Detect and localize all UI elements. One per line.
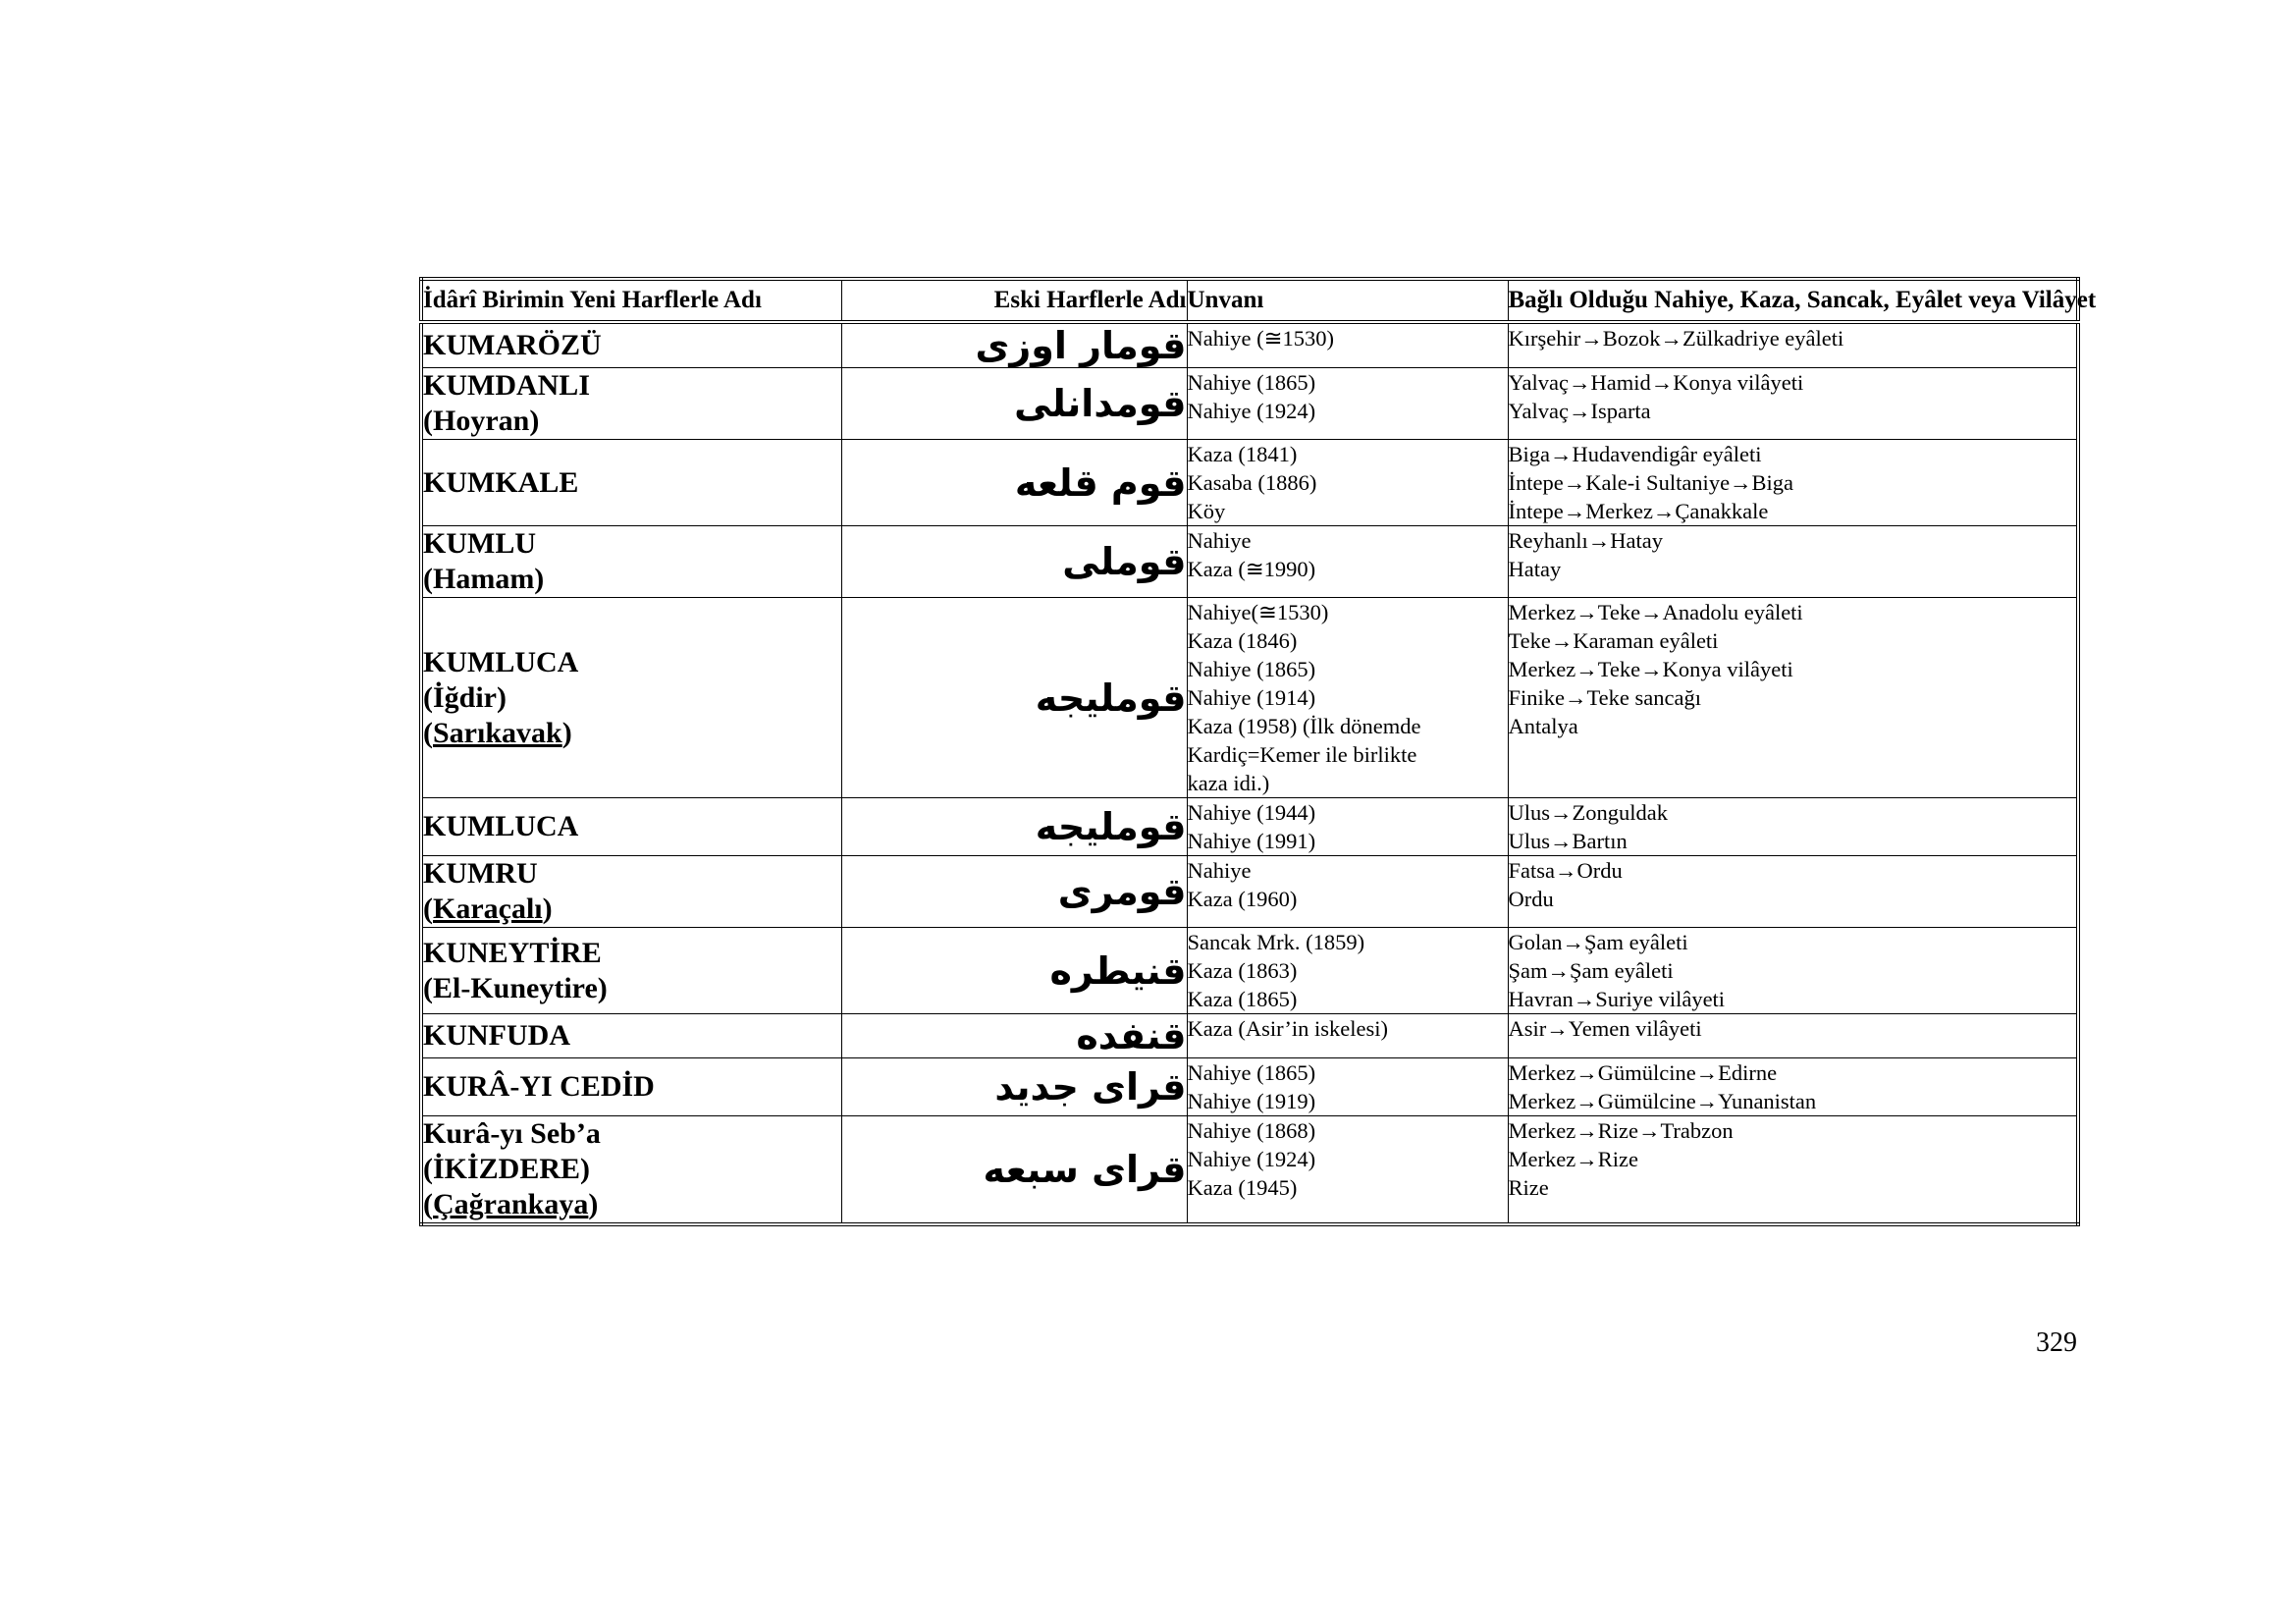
title-line: Kaza (1960) bbox=[1187, 887, 1298, 911]
table-row bbox=[421, 1014, 2078, 1058]
title-line: Kaza (1945) bbox=[1187, 1175, 1298, 1200]
title-cell bbox=[1187, 368, 1508, 440]
table-header-row bbox=[421, 279, 2078, 322]
title-line: Nahiye (1914) bbox=[1187, 685, 1316, 710]
title-line: Nahiye(≅1530) bbox=[1187, 600, 1329, 624]
bound-to-line: Asir→Yemen vilâyeti bbox=[1508, 1016, 1702, 1041]
title-cell bbox=[1187, 322, 1508, 368]
unit-name-cell bbox=[421, 322, 841, 368]
table-row bbox=[421, 322, 2078, 368]
title-line: kaza idi.) bbox=[1187, 771, 1270, 795]
bound-to-line: Merkez→Teke→Konya vilâyeti bbox=[1508, 657, 1793, 681]
bound-to-line: Kırşehir→Bozok→Zülkadriye eyâleti bbox=[1508, 326, 1844, 351]
unit-name-line: (Hoyran) bbox=[423, 405, 540, 437]
old-script-name-cell: قراى جديد bbox=[841, 1058, 1187, 1116]
title-cell bbox=[1187, 928, 1508, 1014]
title-cell bbox=[1187, 1116, 1508, 1225]
title-cell bbox=[1187, 798, 1508, 856]
old-script-name-cell: قراى سبعه bbox=[841, 1116, 1187, 1225]
bound-to-cell bbox=[1508, 1116, 2078, 1225]
bound-to-line: Merkez→Gümülcine→Yunanistan bbox=[1508, 1089, 1817, 1113]
unit-name-line: (Çağrankaya) bbox=[423, 1188, 599, 1220]
unit-name-line: (Sarıkavak) bbox=[423, 716, 572, 749]
title-line: Kaza (1841) bbox=[1187, 442, 1298, 466]
unit-name-line: KUMLUCA bbox=[423, 810, 579, 842]
bound-to-line: Teke→Karaman eyâleti bbox=[1508, 628, 1719, 653]
title-line: Nahiye (1868) bbox=[1187, 1118, 1316, 1143]
title-line: Nahiye (1865) bbox=[1187, 1060, 1316, 1085]
bound-to-line: Şam→Şam eyâleti bbox=[1508, 958, 1674, 983]
title-line: Nahiye (≅1530) bbox=[1187, 326, 1334, 351]
old-script-name-cell: قنيطره bbox=[841, 928, 1187, 1014]
bound-to-line: Finike→Teke sancağı bbox=[1508, 685, 1701, 710]
bound-to-line: Merkez→Teke→Anadolu eyâleti bbox=[1508, 600, 1803, 624]
unit-name-line: KUMKALE bbox=[423, 465, 579, 499]
unit-name-line: KUMLU bbox=[423, 527, 536, 560]
bound-to-line: Yalvaç→Isparta bbox=[1508, 399, 1651, 423]
bound-to-cell bbox=[1508, 322, 2078, 368]
title-line: Nahiye (1919) bbox=[1187, 1089, 1316, 1113]
bound-to-line: Ulus→Bartın bbox=[1508, 829, 1628, 853]
old-script-name-cell: قوم قلعه bbox=[841, 440, 1187, 526]
header-old-script-name: Eski Harflerle Adı bbox=[841, 279, 1187, 322]
table-row bbox=[421, 1058, 2078, 1116]
old-script-name-cell: قومليجه bbox=[841, 598, 1187, 798]
unit-name-line: (İKİZDERE) bbox=[423, 1153, 591, 1185]
unit-name-cell bbox=[421, 856, 841, 928]
unit-name-line: (El-Kuneytire) bbox=[423, 971, 608, 1004]
title-line: Kaza (≅1990) bbox=[1187, 557, 1316, 581]
title-line: Nahiye (1865) bbox=[1187, 370, 1316, 395]
bound-to-line: Biga→Hudavendigâr eyâleti bbox=[1508, 442, 1762, 466]
title-line: Nahiye (1944) bbox=[1187, 800, 1316, 825]
table-row bbox=[421, 598, 2078, 798]
title-cell bbox=[1187, 1014, 1508, 1058]
title-line: Kaza (1865) bbox=[1187, 987, 1298, 1011]
unit-name-cell bbox=[421, 1058, 841, 1116]
title-line: Nahiye (1924) bbox=[1187, 399, 1316, 423]
title-line: Sancak Mrk. (1859) bbox=[1187, 930, 1365, 954]
unit-name-cell bbox=[421, 1116, 841, 1225]
unit-name-line: KUMDANLI bbox=[423, 369, 590, 402]
bound-to-line: Ordu bbox=[1508, 887, 1554, 911]
bound-to-line: Merkez→Rize→Trabzon bbox=[1508, 1118, 1734, 1143]
title-line: Nahiye bbox=[1187, 528, 1252, 553]
bound-to-line: Fatsa→Ordu bbox=[1508, 858, 1623, 883]
unit-name-line: Kurâ-yı Seb’a bbox=[423, 1117, 601, 1150]
bound-to-cell bbox=[1508, 928, 2078, 1014]
table-row bbox=[421, 798, 2078, 856]
bound-to-cell bbox=[1508, 368, 2078, 440]
bound-to-line: Ulus→Zonguldak bbox=[1508, 800, 1668, 825]
title-line: Kardiç=Kemer ile birlikte bbox=[1187, 742, 1417, 767]
bound-to-line: Antalya bbox=[1508, 714, 1578, 738]
bound-to-line: Reyhanlı→Hatay bbox=[1508, 528, 1663, 553]
header-bound-to: Bağlı Olduğu Nahiye, Kaza, Sancak, Eyâlet veya Vilâyet bbox=[1508, 279, 2078, 322]
unit-name-line: KUMLUCA bbox=[423, 645, 579, 678]
header-new-name: İdârî Birimin Yeni Harflerle Adı bbox=[421, 279, 841, 322]
title-line: Nahiye (1991) bbox=[1187, 829, 1316, 853]
unit-name-cell bbox=[421, 928, 841, 1014]
bound-to-line: İntepe→Kale-i Sultaniye→Biga bbox=[1508, 470, 1794, 495]
title-line: Kaza (1958) (İlk dönemde bbox=[1187, 714, 1421, 738]
bound-to-line: Merkez→Rize bbox=[1508, 1147, 1638, 1171]
title-cell bbox=[1187, 440, 1508, 526]
bound-to-line: Hatay bbox=[1508, 557, 1562, 581]
unit-name-line: (Hamam) bbox=[423, 563, 545, 595]
title-line: Köy bbox=[1187, 499, 1226, 523]
unit-name-line: (Karaçalı) bbox=[423, 893, 553, 925]
bound-to-line: Yalvaç→Hamid→Konya vilâyeti bbox=[1508, 370, 1804, 395]
bound-to-cell bbox=[1508, 798, 2078, 856]
table-row bbox=[421, 526, 2078, 598]
bound-to-cell bbox=[1508, 856, 2078, 928]
title-cell bbox=[1187, 598, 1508, 798]
old-script-name-cell: قنفده bbox=[841, 1014, 1187, 1058]
title-cell bbox=[1187, 1058, 1508, 1116]
header-title: Unvanı bbox=[1187, 279, 1508, 322]
old-script-name-cell: قومليجه bbox=[841, 798, 1187, 856]
old-script-name-cell: قومدانلى bbox=[841, 368, 1187, 440]
bound-to-cell bbox=[1508, 526, 2078, 598]
old-script-name-cell: قومار اوزى bbox=[841, 322, 1187, 368]
table-row bbox=[421, 856, 2078, 928]
bound-to-cell bbox=[1508, 598, 2078, 798]
old-script-name-cell: قوملى bbox=[841, 526, 1187, 598]
unit-name-cell bbox=[421, 798, 841, 856]
bound-to-cell bbox=[1508, 1058, 2078, 1116]
bound-to-cell bbox=[1508, 1014, 2078, 1058]
unit-name-cell bbox=[421, 1014, 841, 1058]
title-line: Kaza (1846) bbox=[1187, 628, 1298, 653]
bound-to-cell bbox=[1508, 440, 2078, 526]
unit-name-line: (İğdir) bbox=[423, 680, 507, 714]
bound-to-line: İntepe→Merkez→Çanakkale bbox=[1508, 499, 1769, 523]
title-line: Kaza (1863) bbox=[1187, 958, 1298, 983]
bound-to-line: Rize bbox=[1508, 1175, 1549, 1200]
old-script-name-cell: قومرى bbox=[841, 856, 1187, 928]
title-line: Nahiye (1865) bbox=[1187, 657, 1316, 681]
bound-to-line: Golan→Şam eyâleti bbox=[1508, 930, 1688, 954]
title-line: Nahiye bbox=[1187, 858, 1252, 883]
administrative-units-table bbox=[419, 277, 2097, 1226]
table-row bbox=[421, 440, 2078, 526]
unit-name-cell bbox=[421, 440, 841, 526]
bound-to-line: Havran→Suriye vilâyeti bbox=[1508, 987, 1726, 1011]
title-cell bbox=[1187, 856, 1508, 928]
page-number: 329 bbox=[2036, 1327, 2077, 1358]
table-row bbox=[421, 1116, 2078, 1225]
bound-to-line: Merkez→Gümülcine→Edirne bbox=[1508, 1060, 1778, 1085]
unit-name-line: KUMARÖZÜ bbox=[423, 329, 602, 361]
title-line: Nahiye (1924) bbox=[1187, 1147, 1316, 1171]
unit-name-cell bbox=[421, 368, 841, 440]
title-line: Kasaba (1886) bbox=[1187, 470, 1317, 495]
unit-name-cell bbox=[421, 526, 841, 598]
unit-name-line: KURÂ-YI CEDİD bbox=[423, 1070, 655, 1103]
title-cell bbox=[1187, 526, 1508, 598]
unit-name-line: KUMRU bbox=[423, 857, 538, 890]
table-row bbox=[421, 928, 2078, 1014]
title-line: Kaza (Asir’in iskelesi) bbox=[1187, 1016, 1389, 1041]
unit-name-line: KUNFUDA bbox=[423, 1019, 570, 1052]
unit-name-line: KUNEYTİRE bbox=[423, 936, 602, 969]
table-row bbox=[421, 368, 2078, 440]
unit-name-cell bbox=[421, 598, 841, 798]
table-body bbox=[421, 322, 2078, 1224]
